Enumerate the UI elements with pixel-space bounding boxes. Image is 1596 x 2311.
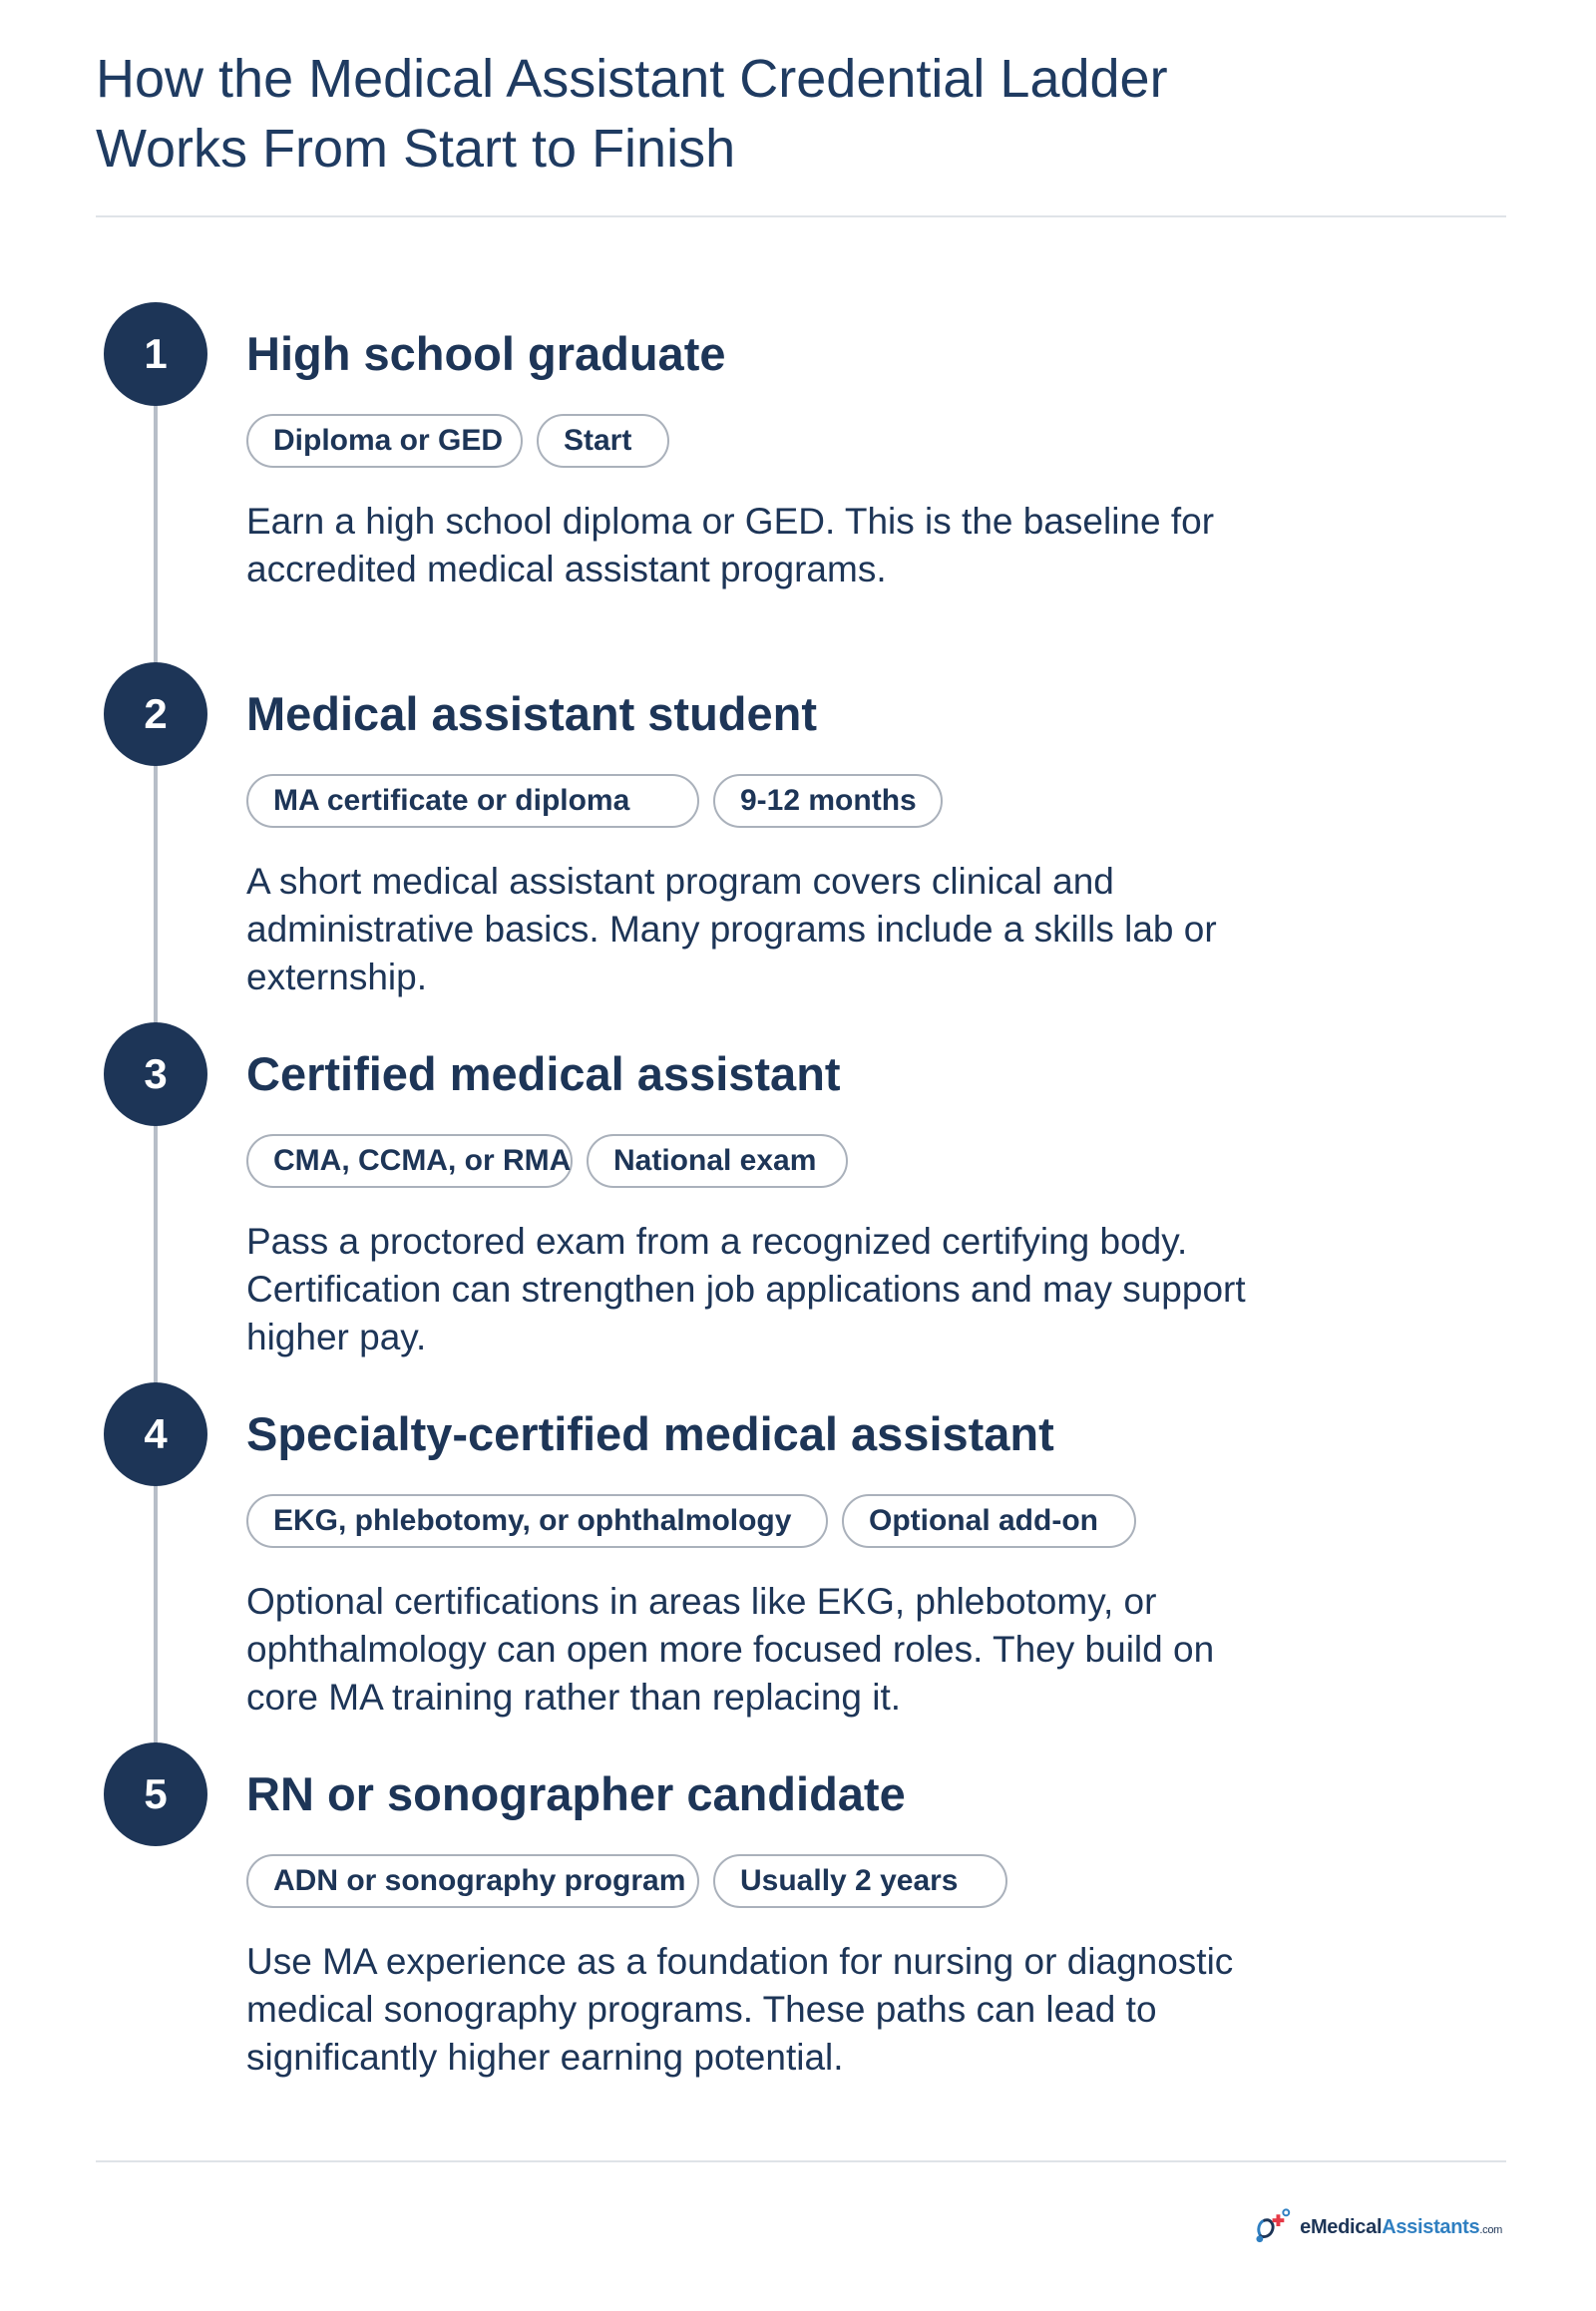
step-title: Medical assistant student [246, 687, 817, 740]
step-description: Earn a high school diploma or GED. This is the baseline for accredited medical assistant programs. [246, 501, 1215, 589]
step-title: RN or sonographer candidate [246, 1767, 906, 1820]
step-1 [0, 302, 1596, 661]
logo-medical: Medical [1310, 2215, 1383, 2238]
step-description: Pass a proctored exam from a recognized certifying body. Certification can strengthen job applications and may support higher pay. [246, 1221, 1246, 1357]
step-number-badge: 1 [104, 302, 207, 406]
step-tags [246, 414, 669, 468]
duration-tag: Start [537, 414, 669, 468]
step-number-badge: 5 [104, 1742, 207, 1846]
logo-com: .com [1479, 2223, 1502, 2236]
credential-tag: CMA, CCMA, or RMA [246, 1134, 573, 1188]
credential-tag: ADN or sonography program [246, 1854, 699, 1908]
bottom-divider [96, 2160, 1506, 2162]
step-description: A short medical assistant program covers clinical and administrative basics. Many programs include a skills lab or externship. [246, 861, 1217, 997]
logo-assistants: Assistants [1382, 2215, 1480, 2238]
step-title: Certified medical assistant [246, 1047, 841, 1100]
step-tags [246, 1494, 1136, 1548]
page-title-line-2: Works From Start to Finish [96, 119, 736, 179]
step-tags [246, 1134, 848, 1188]
step-tags [246, 1854, 1007, 1908]
step-4 [0, 1382, 1596, 1741]
step-title: High school graduate [246, 327, 726, 380]
step-description: Use MA experience as a foundation for nursing or diagnostic medical sonography programs. These paths can lead to significantly higher earning potential. [246, 1941, 1234, 2078]
duration-tag: 9-12 months [713, 774, 943, 828]
duration-tag: Optional add-on [842, 1494, 1136, 1548]
step-tags [246, 774, 943, 828]
step-title: Specialty-certified medical assistant [246, 1407, 1054, 1460]
credential-tag: Diploma or GED [246, 414, 523, 468]
step-number-badge: 2 [104, 662, 207, 766]
step-number-badge: 3 [104, 1022, 207, 1126]
step-number-badge: 4 [104, 1382, 207, 1486]
credential-tag: MA certificate or diploma [246, 774, 699, 828]
top-divider [96, 215, 1506, 217]
logo-e: e [1300, 2215, 1311, 2238]
step-5 [0, 1742, 1596, 2102]
site-logo [1253, 2204, 1502, 2250]
duration-tag: National exam [587, 1134, 848, 1188]
step-3 [0, 1022, 1596, 1381]
step-2 [0, 662, 1596, 1021]
stethoscope-cross-icon [1253, 2206, 1294, 2248]
page-title [96, 44, 1393, 184]
step-description: Optional certifications in areas like EKG, phlebotomy, or ophthalmology can open more focused roles. They build on core MA training rather than replacing it. [246, 1581, 1215, 1718]
duration-tag: Usually 2 years [713, 1854, 1007, 1908]
credential-tag: EKG, phlebotomy, or ophthalmology [246, 1494, 828, 1548]
page-title-line-1: How the Medical Assistant Credential Ladder [96, 49, 1168, 109]
logo-wordmark [1300, 2216, 1502, 2239]
